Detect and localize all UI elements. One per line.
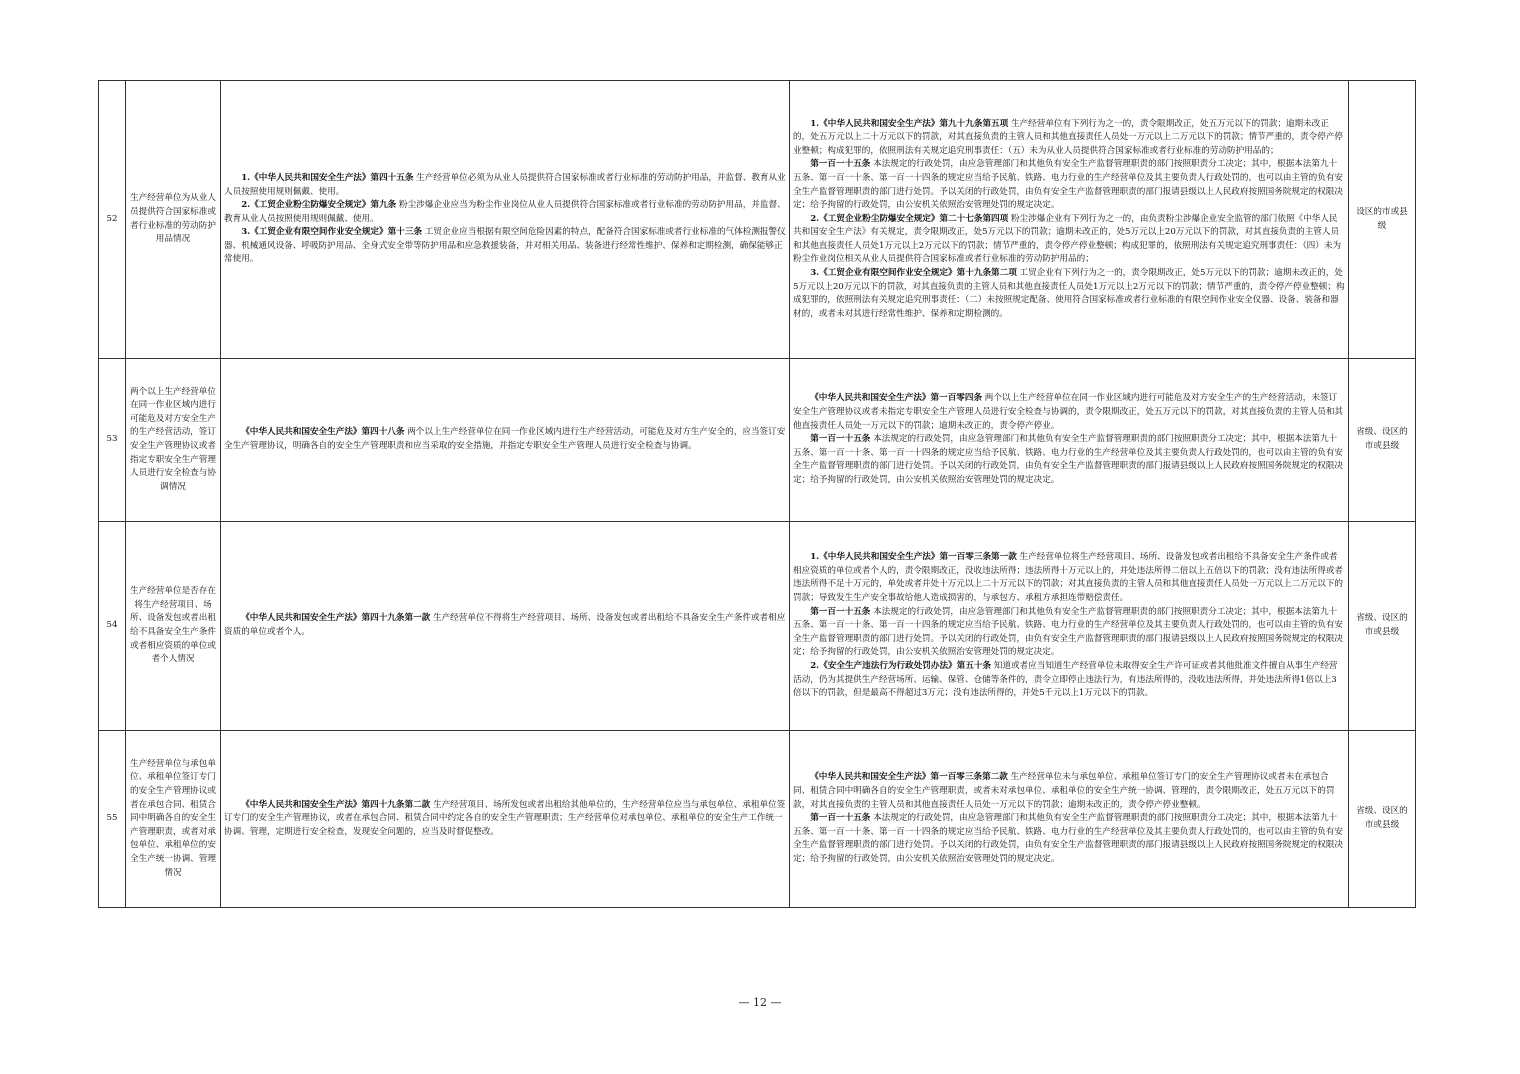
penalty-basis	[790, 359, 1349, 522]
table-row	[99, 359, 1416, 522]
regulation-table	[98, 80, 1416, 908]
legal-basis-paragraph: 1.《中华人民共和国安全生产法》第四十五条 生产经营单位必须为从业人员提供符合国家标准或者行业标准的劳动防护用品，并监督、教育从业人员按照使用规则佩戴、使用。	[224, 172, 786, 197]
legal-basis-paragraph: 《中华人民共和国安全生产法》第四十九条第一款 生产经营单位不得将生产经营项目、场所、设备发包或者出租给不具备安全生产条件或者相应资质的单位或者个人。	[224, 613, 786, 637]
penalty-paragraph: 1.《中华人民共和国安全生产法》第九十九条第五项 生产经营单位有下列行为之一的，责令限期改正，处五万元以下的罚款；逾期未改正的，处五万元以上二十万元以下的罚款，对其直接负责的主管人员和其他直接责任人员处一万元以上二万元以下的罚款；情节严重的，责令停产停业整顿；构成犯罪的，依照刑法有关规定追究刑事责任：（五）未为从业人员提供符合国家标准或者行业标准的劳动防护用品的；	[793, 118, 1344, 156]
penalty-basis	[790, 522, 1349, 731]
table-row	[99, 731, 1416, 908]
inspection-item: 生产经营单位是否存在将生产经营项目、场所、设备发包或者出租给不具备安全生产条件或者相应资质的单位或者个人情况	[126, 522, 221, 731]
legal-basis	[221, 522, 790, 731]
legal-basis-paragraph: 《中华人民共和国安全生产法》第四十八条 两个以上生产经营单位在同一作业区域内进行生产经营活动，可能危及对方生产安全的，应当签订安全生产管理协议，明确各自的安全生产管理职责和应当采取的安全措施，并指定专职安全生产管理人员进行安全检查与协调。	[224, 427, 786, 451]
legal-basis-paragraph: 3.《工贸企业有限空间作业安全规定》第十三条 工贸企业应当根据有限空间危险因素的特点，配备符合国家标准或者行业标准的气体检测报警仪器、机械通风设备、呼吸防护用品、全身式安全带等防护用品和应急救援装备，并对相关用品、装备进行经常性维护、保养和定期检测，确保能够正常使用。	[224, 227, 786, 265]
legal-basis-paragraph: 《中华人民共和国安全生产法》第四十九条第二款 生产经营项目、场所发包或者出租给其他单位的，生产经营单位应当与承包单位、承租单位签订专门的安全生产管理协议，或者在承包合同、租赁合同中约定各自的安全生产管理职责；生产经营单位对承包单位、承租单位的安全生产工作统一协调、管理，定期进行安全检查，发现安全问题的，应当及时督促整改。	[224, 799, 786, 837]
enforcement-authority: 省级、设区的市或县级	[1349, 731, 1416, 908]
inspection-item: 生产经营单位为从业人员提供符合国家标准或者行业标准的劳动防护用品情况	[126, 81, 221, 359]
legal-basis-paragraph: 2.《工贸企业粉尘防爆安全规定》第九条 粉尘涉爆企业应当为粉尘作业岗位从业人员提供符合国家标准或者行业标准的劳动防护用品，并监督、教育从业人员按照使用规则佩戴、使用。	[224, 200, 786, 224]
enforcement-authority: 设区的市或县级	[1349, 81, 1416, 359]
penalty-paragraph: 3.《工贸企业有限空间作业安全规定》第十九条第二项 工贸企业有下列行为之一的，责令限期改正，处5万元以下的罚款；逾期未改正的，处5万元以上20万元以下的罚款，对其直接负责的主管人员和其他直接责任人员处1万元以上2万元以下的罚款；情节严重的，责令停产停业整顿；构成犯罪的，依照刑法有关规定追究刑事责任：（二）未按照规定配备、使用符合国家标准或者行业标准的有限空间作业安全仪器、设备、装备和器材的，或者未对其进行经常性维护、保养和定期检测的。	[793, 268, 1345, 319]
penalty-paragraph: 2.《工贸企业粉尘防爆安全规定》第二十七条第四项 粉尘涉爆企业有下列行为之一的，由负责粉尘涉爆企业安全监管的部门依照《中华人民共和国安全生产法》有关规定，责令限期改正，处5万元以下的罚款；逾期未改正的，处5万元以上20万元以下的罚款，对其直接负责的主管人员和其他直接责任人员处1万元以上2万元以下的罚款；情节严重的，责令停产停业整顿；构成犯罪的，依照刑法有关规定追究刑事责任：（四）未为粉尘作业岗位相关从业人员提供符合国家标准或者行业标准的劳动防护用品的；	[793, 213, 1342, 265]
row-number: 53	[99, 359, 126, 522]
inspection-item: 两个以上生产经营单位在同一作业区域内进行可能危及对方安全生产的生产经营活动，签订安全生产管理协议或者指定专职安全生产管理人员进行安全检查与协调情况	[126, 359, 221, 522]
legal-basis	[221, 81, 790, 359]
row-number: 54	[99, 522, 126, 731]
penalty-basis	[790, 81, 1349, 359]
penalty-paragraph: 第一百一十五条 本法规定的行政处罚，由应急管理部门和其他负有安全生产监督管理职责的部门按照职责分工决定；其中，根据本法第九十五条、第一百一十条、第一百一十四条的规定应当给予民航、铁路、电力行业的生产经营单位及其主要负责人行政处罚的，也可以由主管的负有安全生产监督管理职责的部门进行处罚。予以关闭的行政处罚，由负有安全生产监督管理职责的部门报请县级以上人民政府按照国务院规定的权限决定；给予拘留的行政处罚，由公安机关依照治安管理处罚的规定决定。	[793, 606, 1344, 658]
legal-basis	[221, 359, 790, 522]
table-row	[99, 522, 1416, 731]
penalty-basis	[790, 731, 1349, 908]
penalty-paragraph: 第一百一十五条 本法规定的行政处罚，由应急管理部门和其他负有安全生产监督管理职责的部门按照职责分工决定；其中，根据本法第九十五条、第一百一十条、第一百一十四条的规定应当给予民航、铁路、电力行业的生产经营单位及其主要负责人行政处罚的，也可以由主管的负有安全生产监督管理职责的部门进行处罚。予以关闭的行政处罚，由负有安全生产监督管理职责的部门报请县级以上人民政府按照国务院规定的权限决定；给予拘留的行政处罚，由公安机关依照治安管理处罚的规定决定。	[793, 813, 1344, 864]
row-number: 55	[99, 731, 126, 908]
legal-basis	[221, 731, 790, 908]
table-row	[99, 81, 1416, 359]
penalty-paragraph: 1.《中华人民共和国安全生产法》第一百零三条第一款 生产经营单位将生产经营项目、场所、设备发包或者出租给不具备安全生产条件或者相应资质的单位或者个人的，责令限期改正，没收违法所得；违法所得十万元以上的，并处违法所得二倍以上五倍以下的罚款；没有违法所得或者违法所得不足十万元的，单处或者并处十万元以上二十万元以下的罚款；对其直接负责的主管人员和其他直接责任人员处一万元以上二万元以下的罚款；导致发生生产安全事故给他人造成损害的，与承包方、承租方承担连带赔偿责任。	[793, 552, 1344, 604]
penalty-paragraph: 第一百一十五条 本法规定的行政处罚，由应急管理部门和其他负有安全生产监督管理职责的部门按照职责分工决定；其中，根据本法第九十五条、第一百一十条、第一百一十四条的规定应当给予民航、铁路、电力行业的生产经营单位及其主要负责人行政处罚的，也可以由主管的负有安全生产监督管理职责的部门进行处罚。予以关闭的行政处罚，由负有安全生产监督管理职责的部门报请县级以上人民政府按照国务院规定的权限决定；给予拘留的行政处罚，由公安机关依照治安管理处罚的规定决定。	[793, 434, 1344, 485]
penalty-paragraph: 《中华人民共和国安全生产法》第一百零三条第二款 生产经营单位未与承包单位、承租单位签订专门的安全生产管理协议或者未在承包合同、租赁合同中明确各自的安全生产管理职责，或者未对承包单位、承租单位的安全生产统一协调、管理的，责令限期改正，处五万元以下的罚款，对其直接负责的主管人员和其他直接责任人员处一万元以下的罚款；逾期未改正的，责令停产停业整顿。	[793, 772, 1335, 810]
penalty-paragraph: 第一百一十五条 本法规定的行政处罚，由应急管理部门和其他负有安全生产监督管理职责的部门按照职责分工决定；其中，根据本法第九十五条、第一百一十条、第一百一十四条的规定应当给予民航、铁路、电力行业的生产经营单位及其主要负责人行政处罚的，也可以由主管的负有安全生产监督管理职责的部门进行处罚。予以关闭的行政处罚，由负有安全生产监督管理职责的部门报请县级以上人民政府按照国务院规定的权限决定；给予拘留的行政处罚，由公安机关依照治安管理处罚的规定决定。	[793, 159, 1344, 211]
penalty-paragraph: 2.《安全生产违法行为行政处罚办法》第五十条 知道或者应当知道生产经营单位未取得安全生产许可证或者其他批准文件擅自从事生产经营活动，仍为其提供生产经营场所、运输、保管、仓储等条件的，责令立即停止违法行为，有违法所得的，没收违法所得，并处违法所得1倍以上3倍以下的罚款，但是最高不得超过3万元；没有违法所得的，并处5千元以上1万元以下的罚款。	[793, 660, 1338, 699]
inspection-item: 生产经营单位与承包单位、承租单位签订专门的安全生产管理协议或者在承包合同、租赁合同中明确各自的安全生产管理职责，或者对承包单位、承租单位的安全生产统一协调、管理情况	[126, 731, 221, 908]
row-number: 52	[99, 81, 126, 359]
penalty-paragraph: 《中华人民共和国安全生产法》第一百零四条 两个以上生产经营单位在同一作业区域内进行可能危及对方安全生产的生产经营活动，未签订安全生产管理协议或者未指定专职安全生产管理人员进行安全检查与协调的，责令限期改正，处五万元以下的罚款，对其直接负责的主管人员和其他直接责任人员处一万元以下的罚款；逾期未改正的，责令停产停业。	[793, 393, 1344, 431]
page-number: — 12 —	[738, 996, 782, 1009]
enforcement-authority: 省级、设区的市或县级	[1349, 359, 1416, 522]
enforcement-authority: 省级、设区的市或县级	[1349, 522, 1416, 731]
